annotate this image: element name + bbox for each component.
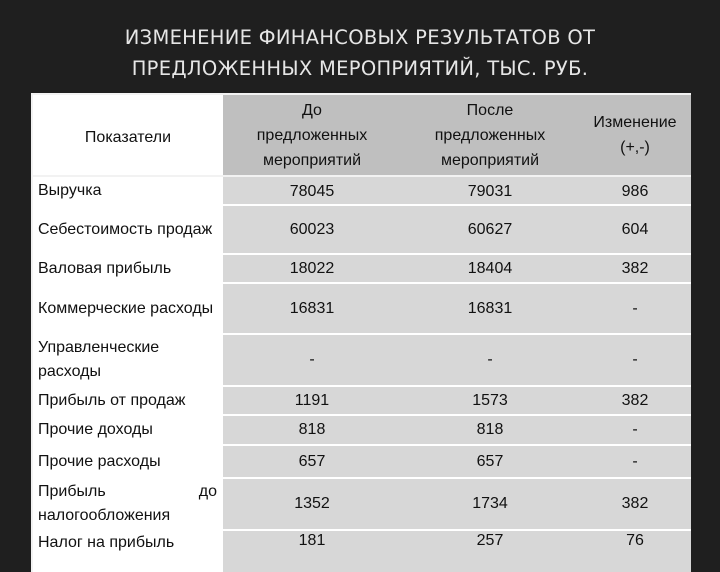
cell-after: 16831 bbox=[401, 283, 579, 334]
row-label: Прибыль до налогообложения bbox=[32, 478, 223, 530]
cell-before: 18022 bbox=[223, 254, 401, 283]
header-change-text: Изменение (+,-) bbox=[593, 114, 677, 156]
cell-change: - bbox=[579, 283, 691, 334]
cell-after: 79031 bbox=[401, 176, 579, 205]
financial-results-table bbox=[31, 93, 691, 572]
row-label: Налог на прибыль bbox=[32, 530, 223, 572]
table-row bbox=[32, 176, 691, 205]
table-row bbox=[32, 478, 691, 530]
table-row bbox=[32, 386, 691, 415]
row-label: Прибыль от продаж bbox=[32, 386, 223, 415]
table-row bbox=[32, 334, 691, 386]
cell-change: 382 bbox=[579, 478, 691, 530]
row-label: Выручка bbox=[32, 176, 223, 205]
cell-before: 657 bbox=[223, 445, 401, 478]
cell-change: 382 bbox=[579, 254, 691, 283]
header-after-text: После предложенных мероприятий bbox=[434, 101, 546, 169]
table-row bbox=[32, 283, 691, 334]
cell-before: 60023 bbox=[223, 205, 401, 254]
row-label: Прочие расходы bbox=[32, 445, 223, 478]
header-after bbox=[401, 94, 579, 176]
cell-before: - bbox=[223, 334, 401, 386]
cell-before: 78045 bbox=[223, 176, 401, 205]
cell-change: - bbox=[579, 415, 691, 445]
cell-change: 76 bbox=[579, 530, 691, 572]
header-before-text: До предложенных мероприятий bbox=[256, 101, 368, 169]
row-label: Прочие доходы bbox=[32, 415, 223, 445]
row-label: Управленческие расходы bbox=[32, 334, 223, 386]
header-indicator: Показатели bbox=[32, 94, 223, 176]
table-row bbox=[32, 254, 691, 283]
header-before bbox=[223, 94, 401, 176]
cell-after: 818 bbox=[401, 415, 579, 445]
cell-before: 16831 bbox=[223, 283, 401, 334]
row-label: Коммерческие расходы bbox=[32, 283, 223, 334]
cell-after: 257 bbox=[401, 530, 579, 572]
table-row bbox=[32, 530, 691, 572]
cell-change: 604 bbox=[579, 205, 691, 254]
row-label: Себестоимость продаж bbox=[32, 205, 223, 254]
table-row bbox=[32, 445, 691, 478]
cell-before: 818 bbox=[223, 415, 401, 445]
cell-change: 382 bbox=[579, 386, 691, 415]
table-row bbox=[32, 205, 691, 254]
cell-after: 60627 bbox=[401, 205, 579, 254]
slide-title: ИЗМЕНЕНИЕ ФИНАНСОВЫХ РЕЗУЛЬТАТОВ ОТ ПРЕДЛОЖЕННЫХ МЕРОПРИЯТИЙ, ТЫС. РУБ. bbox=[124, 26, 596, 80]
row-label: Валовая прибыль bbox=[32, 254, 223, 283]
cell-after: 1734 bbox=[401, 478, 579, 530]
cell-change: - bbox=[579, 334, 691, 386]
cell-before: 1191 bbox=[223, 386, 401, 415]
cell-change: 986 bbox=[579, 176, 691, 205]
cell-after: 657 bbox=[401, 445, 579, 478]
cell-after: 18404 bbox=[401, 254, 579, 283]
cell-before: 181 bbox=[223, 530, 401, 572]
header-change bbox=[579, 94, 691, 176]
cell-after: 1573 bbox=[401, 386, 579, 415]
cell-change: - bbox=[579, 445, 691, 478]
cell-after: - bbox=[401, 334, 579, 386]
table-header-row bbox=[32, 94, 691, 176]
cell-before: 1352 bbox=[223, 478, 401, 530]
table-row bbox=[32, 415, 691, 445]
